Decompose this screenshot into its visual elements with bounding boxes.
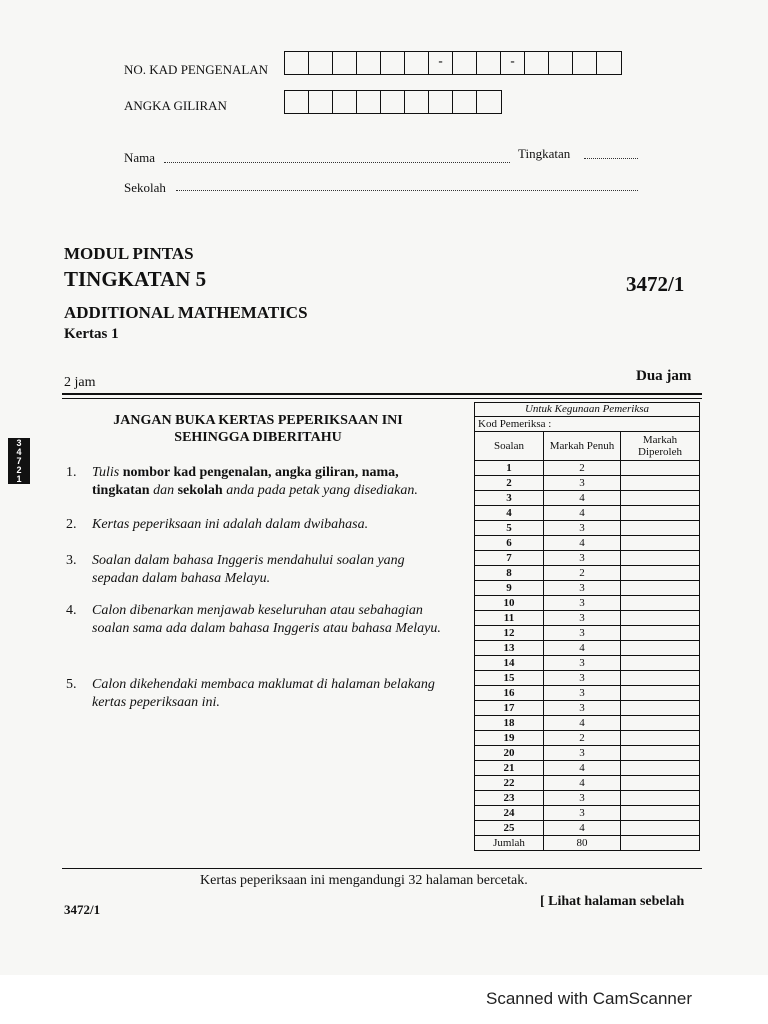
- table-row: [475, 566, 700, 581]
- side-tab-char: 1: [16, 474, 22, 484]
- obtained-mark-cell: [621, 491, 700, 506]
- instruction-3: [66, 552, 466, 592]
- obtained-mark-cell: [621, 671, 700, 686]
- question-number: 18: [475, 716, 544, 731]
- digit-box: [549, 52, 573, 74]
- digit-box: [429, 91, 453, 113]
- instruction-text: anda pada petak yang disediakan.: [226, 483, 418, 498]
- full-mark: 3: [544, 521, 621, 536]
- table-row: [475, 686, 700, 701]
- full-mark: 3: [544, 701, 621, 716]
- digit-box: [285, 52, 309, 74]
- side-tab-char: 3: [16, 438, 22, 448]
- instruction-2: [66, 516, 466, 536]
- question-number: 11: [475, 611, 544, 626]
- table-row: [475, 596, 700, 611]
- instruction-text: Calon dikehendaki membaca maklumat di halaman belakang kertas peperiksaan ini.: [92, 677, 435, 710]
- instruction-bold: sekolah: [177, 483, 223, 498]
- table-row: [475, 641, 700, 656]
- sekolah-label: Sekolah: [124, 180, 166, 195]
- obtained-mark-cell: [621, 731, 700, 746]
- full-mark: 4: [544, 761, 621, 776]
- obtained-mark-cell: [621, 821, 700, 836]
- duration-en: 2 jam: [64, 375, 96, 390]
- instruction-number: 5.: [66, 677, 77, 692]
- tingkatan-line: [584, 146, 638, 159]
- side-code-tab: [8, 438, 30, 484]
- instruction-number: 4.: [66, 603, 77, 618]
- digit-box: [285, 91, 309, 113]
- table-row: [475, 731, 700, 746]
- side-tab-char: 7: [16, 456, 22, 466]
- digit-box: [405, 91, 429, 113]
- digit-box: [477, 52, 501, 74]
- table-row: [475, 461, 700, 476]
- question-number: 10: [475, 596, 544, 611]
- total-obtained-cell: [621, 836, 700, 851]
- digit-box: [333, 91, 357, 113]
- obtained-mark-cell: [621, 701, 700, 716]
- digit-box: [453, 91, 477, 113]
- table-row: [475, 746, 700, 761]
- digit-box: [453, 52, 477, 74]
- full-mark: 4: [544, 776, 621, 791]
- table-row: [475, 491, 700, 506]
- question-number: 20: [475, 746, 544, 761]
- full-mark: 3: [544, 476, 621, 491]
- question-number: 24: [475, 806, 544, 821]
- obtained-mark-cell: [621, 581, 700, 596]
- warning-line-1: JANGAN BUKA KERTAS PEPERIKSAAN INI: [113, 413, 403, 428]
- camscanner-watermark: Scanned with CamScanner: [485, 989, 692, 1008]
- table-row: [475, 656, 700, 671]
- digit-box: [357, 91, 381, 113]
- digit-box: [309, 91, 333, 113]
- obtained-mark-cell: [621, 806, 700, 821]
- duration-ms: Dua jam: [636, 368, 692, 384]
- digit-box: -: [501, 52, 525, 74]
- digit-box: -: [429, 52, 453, 74]
- table-row: [475, 806, 700, 821]
- obtained-mark-cell: [621, 551, 700, 566]
- nama-line: [164, 150, 510, 163]
- table-row: [475, 791, 700, 806]
- divider-top: [62, 393, 702, 395]
- obtained-mark-cell: [621, 626, 700, 641]
- warning-line-2: SEHINGGA DIBERITAHU: [174, 430, 342, 445]
- question-number: 17: [475, 701, 544, 716]
- instruction-5: [66, 676, 466, 716]
- instruction-number: 2.: [66, 517, 77, 532]
- table-row: [475, 506, 700, 521]
- question-number: 13: [475, 641, 544, 656]
- question-number: 15: [475, 671, 544, 686]
- ic-number-boxes: [284, 51, 622, 75]
- divider-top-thin: [62, 398, 702, 399]
- instruction-bold: nombor kad pengenalan, angka giliran, nama, tingkatan: [92, 465, 399, 498]
- digit-box: [381, 52, 405, 74]
- side-tab-char: 2: [16, 465, 22, 475]
- digit-box: [381, 91, 405, 113]
- col-markah-penuh: Markah Penuh: [544, 432, 621, 461]
- instruction-number: 1.: [66, 465, 77, 480]
- question-number: 19: [475, 731, 544, 746]
- obtained-mark-cell: [621, 746, 700, 761]
- obtained-mark-cell: [621, 461, 700, 476]
- instruction-1: [66, 464, 466, 504]
- next-page-note: [ Lihat halaman sebelah: [540, 894, 685, 909]
- full-mark: 3: [544, 656, 621, 671]
- col-soalan: Soalan: [475, 432, 544, 461]
- digit-box: [357, 52, 381, 74]
- obtained-mark-cell: [621, 596, 700, 611]
- full-mark: 3: [544, 596, 621, 611]
- marks-rows: [475, 461, 700, 836]
- question-number: 2: [475, 476, 544, 491]
- table-row: [475, 701, 700, 716]
- examiner-marks-table: [474, 402, 700, 851]
- table-row: [475, 611, 700, 626]
- angka-giliran-boxes: [284, 90, 502, 114]
- instruction-text: Tulis: [92, 465, 120, 480]
- full-mark: 3: [544, 551, 621, 566]
- question-number: 12: [475, 626, 544, 641]
- full-mark: 3: [544, 806, 621, 821]
- instruction-number: 3.: [66, 553, 77, 568]
- obtained-mark-cell: [621, 686, 700, 701]
- question-number: 9: [475, 581, 544, 596]
- instruction-4: [66, 602, 466, 658]
- full-mark: 4: [544, 506, 621, 521]
- digit-box: [333, 52, 357, 74]
- table-row: [475, 536, 700, 551]
- obtained-mark-cell: [621, 716, 700, 731]
- question-number: 22: [475, 776, 544, 791]
- table-row: [475, 521, 700, 536]
- table-row: [475, 716, 700, 731]
- question-number: 7: [475, 551, 544, 566]
- question-number: 4: [475, 506, 544, 521]
- obtained-mark-cell: [621, 521, 700, 536]
- full-mark: 4: [544, 491, 621, 506]
- full-mark: 3: [544, 671, 621, 686]
- modul-title: MODUL PINTAS: [64, 244, 194, 263]
- kod-pemeriksa: Kod Pemeriksa :: [475, 417, 700, 432]
- instruction-text: Soalan dalam bahasa Inggeris mendahului soalan yang sepadan dalam bahasa Melayu.: [92, 553, 405, 586]
- ic-label: NO. KAD PENGENALAN: [124, 62, 269, 77]
- digit-box: [309, 52, 333, 74]
- question-number: 25: [475, 821, 544, 836]
- obtained-mark-cell: [621, 566, 700, 581]
- table-row: [475, 821, 700, 836]
- instruction-text: dan: [153, 483, 175, 498]
- pages-note: Kertas peperiksaan ini mengandungi 32 halaman bercetak.: [200, 873, 528, 888]
- paper-number: Kertas 1: [64, 326, 119, 342]
- col-markah-diperoleh: Markah Diperoleh: [621, 432, 700, 461]
- sekolah-line: [176, 178, 638, 191]
- obtained-mark-cell: [621, 476, 700, 491]
- obtained-mark-cell: [621, 506, 700, 521]
- full-mark: 4: [544, 716, 621, 731]
- divider-bottom: [62, 868, 702, 869]
- full-mark: 2: [544, 566, 621, 581]
- total-label: Jumlah: [475, 836, 544, 851]
- digit-box: [573, 52, 597, 74]
- digit-box: [525, 52, 549, 74]
- digit-box: [597, 52, 621, 74]
- instruction-text: Kertas peperiksaan ini adalah dalam dwibahasa.: [92, 517, 369, 532]
- obtained-mark-cell: [621, 611, 700, 626]
- side-tab-char: 4: [16, 447, 22, 457]
- obtained-mark-cell: [621, 761, 700, 776]
- question-number: 14: [475, 656, 544, 671]
- footer-code: 3472/1: [64, 902, 101, 917]
- full-mark: 4: [544, 821, 621, 836]
- full-mark: 2: [544, 731, 621, 746]
- digit-box: [405, 52, 429, 74]
- obtained-mark-cell: [621, 791, 700, 806]
- question-number: 16: [475, 686, 544, 701]
- subject-title: ADDITIONAL MATHEMATICS: [64, 303, 308, 322]
- total-value: 80: [544, 836, 621, 851]
- obtained-mark-cell: [621, 536, 700, 551]
- instruction-text: Calon dibenarkan menjawab keseluruhan atau sebahagian soalan sama ada dalam bahasa Inggeris atau bahasa Melayu.: [92, 603, 441, 636]
- warning-notice: [98, 412, 418, 446]
- digit-box: [477, 91, 501, 113]
- table-row: [475, 626, 700, 641]
- full-mark: 3: [544, 746, 621, 761]
- question-number: 5: [475, 521, 544, 536]
- table-row: [475, 581, 700, 596]
- question-number: 3: [475, 491, 544, 506]
- table-caption: Untuk Kegunaan Pemeriksa: [475, 403, 700, 417]
- tingkatan-title: TINGKATAN 5: [64, 267, 207, 291]
- full-mark: 3: [544, 611, 621, 626]
- obtained-mark-cell: [621, 656, 700, 671]
- full-mark: 3: [544, 791, 621, 806]
- table-row: [475, 476, 700, 491]
- question-number: 1: [475, 461, 544, 476]
- tingkatan-label: Tingkatan: [518, 146, 571, 161]
- question-number: 8: [475, 566, 544, 581]
- table-row: [475, 761, 700, 776]
- angka-giliran-label: ANGKA GILIRAN: [124, 98, 227, 113]
- obtained-mark-cell: [621, 776, 700, 791]
- full-mark: 3: [544, 686, 621, 701]
- obtained-mark-cell: [621, 641, 700, 656]
- paper-code: 3472/1: [626, 272, 685, 296]
- full-mark: 4: [544, 536, 621, 551]
- full-mark: 3: [544, 581, 621, 596]
- question-number: 6: [475, 536, 544, 551]
- table-row: [475, 671, 700, 686]
- full-mark: 3: [544, 626, 621, 641]
- table-row: [475, 551, 700, 566]
- full-mark: 2: [544, 461, 621, 476]
- question-number: 21: [475, 761, 544, 776]
- question-number: 23: [475, 791, 544, 806]
- full-mark: 4: [544, 641, 621, 656]
- table-row: [475, 776, 700, 791]
- nama-label: Nama: [124, 150, 156, 165]
